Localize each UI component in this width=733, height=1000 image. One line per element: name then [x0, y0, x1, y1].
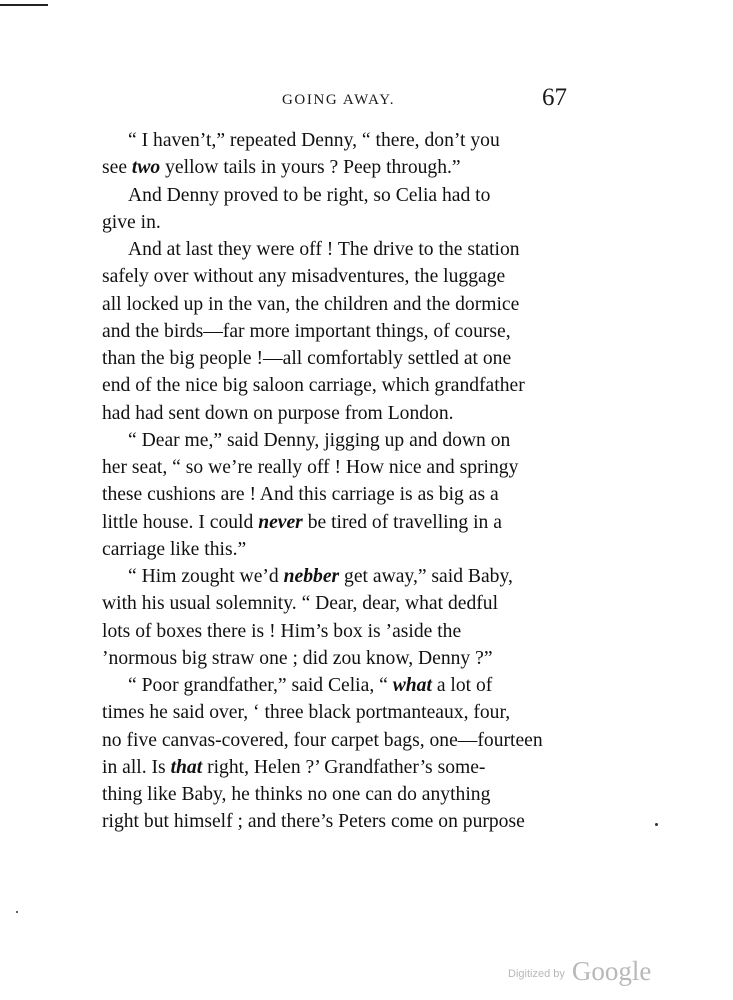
text-segment: see [102, 157, 132, 179]
text-segment: right, Helen ?’ Grandfather’s some- [202, 756, 486, 778]
text-segment: than the big people !—all comfortably settled at one [102, 348, 512, 369]
text-line [102, 754, 580, 781]
text-segment: “ Dear me,” said Denny, jigging up and down on [128, 429, 511, 451]
text-segment: carriage like this.” [102, 538, 247, 560]
text-line [102, 509, 580, 536]
scan-speck [655, 823, 658, 826]
text-line [102, 318, 580, 345]
digitized-by-watermark [508, 956, 651, 987]
text-line [102, 154, 580, 181]
text-line [102, 291, 580, 318]
scan-speck [16, 911, 18, 913]
text-line [102, 454, 580, 481]
body-text [102, 127, 580, 836]
emphasized-word: nebber [283, 566, 340, 587]
page-number: 67 [542, 84, 567, 111]
text-segment: and the birds—far more important things, of course, [102, 320, 511, 342]
text-segment: ’normous big straw one ; did zou know, Denny ?” [102, 647, 493, 669]
text-line [102, 345, 580, 372]
text-segment: her seat, “ so we’re really off ! How nice and springy [102, 457, 519, 478]
text-segment: a lot of [431, 675, 493, 696]
text-line [102, 672, 580, 699]
emphasized-word: what [392, 675, 432, 696]
text-line [102, 727, 580, 754]
corner-rule [0, 4, 48, 6]
text-line [102, 372, 580, 399]
text-line [102, 536, 580, 563]
text-segment: these cushions are ! And this carriage is as big as a [102, 484, 499, 506]
text-line [102, 427, 580, 454]
text-line [102, 127, 580, 154]
text-line [102, 481, 580, 508]
emphasized-word: that [170, 756, 203, 778]
text-segment: in all. Is [102, 756, 171, 778]
text-line [102, 590, 580, 617]
text-line [102, 645, 580, 672]
emphasized-word: two [131, 157, 161, 179]
text-segment: with his usual solemnity. “ Dear, dear, what dedful [102, 593, 499, 615]
text-line [102, 699, 580, 726]
text-line [102, 263, 580, 290]
text-segment: thing like Baby, he thinks no one can do anything [102, 784, 491, 805]
running-title: GOING AWAY. [282, 92, 396, 108]
text-line [102, 618, 580, 645]
text-segment: had had sent down on purpose from London. [102, 402, 454, 424]
google-logo: Google [571, 956, 652, 986]
text-line [102, 808, 580, 835]
text-segment: And at last they were off ! The drive to the station [128, 239, 520, 260]
text-line [102, 781, 580, 808]
emphasized-word: never [258, 511, 303, 533]
text-segment: lots of boxes there is ! Him’s box is ’aside the [102, 620, 462, 642]
text-segment: And Denny proved to be right, so Celia had to [128, 184, 491, 206]
text-segment: get away,” said Baby, [339, 566, 513, 587]
text-segment: safely over without any misadventures, the luggage [102, 266, 506, 288]
text-line [102, 400, 580, 427]
text-segment: end of the nice big saloon carriage, which grandfather [102, 375, 525, 397]
text-line [102, 209, 580, 236]
text-segment: right but himself ; and there’s Peters come on purpose [102, 811, 525, 833]
text-segment: give in. [102, 211, 161, 233]
text-line [102, 236, 580, 263]
text-segment: yellow tails in yours ? Peep through.” [160, 157, 461, 179]
text-segment: be tired of travelling in a [302, 511, 502, 533]
text-line [102, 182, 580, 209]
watermark-prefix: Digitized by [508, 968, 565, 980]
text-segment: “ Poor grandfather,” said Celia, “ [128, 675, 393, 696]
text-segment: “ I haven’t,” repeated Denny, “ there, don’t you [128, 130, 500, 151]
text-segment: “ Him zought we’d [128, 566, 284, 587]
text-segment: no five canvas-covered, four carpet bags, one—fourteen [102, 729, 543, 751]
text-segment: all locked up in the van, the children and the dormice [102, 293, 520, 315]
text-segment: times he said over, ‘ three black portmanteaux, four, [102, 702, 511, 724]
text-segment: little house. I could [102, 511, 259, 533]
text-line [102, 563, 580, 590]
